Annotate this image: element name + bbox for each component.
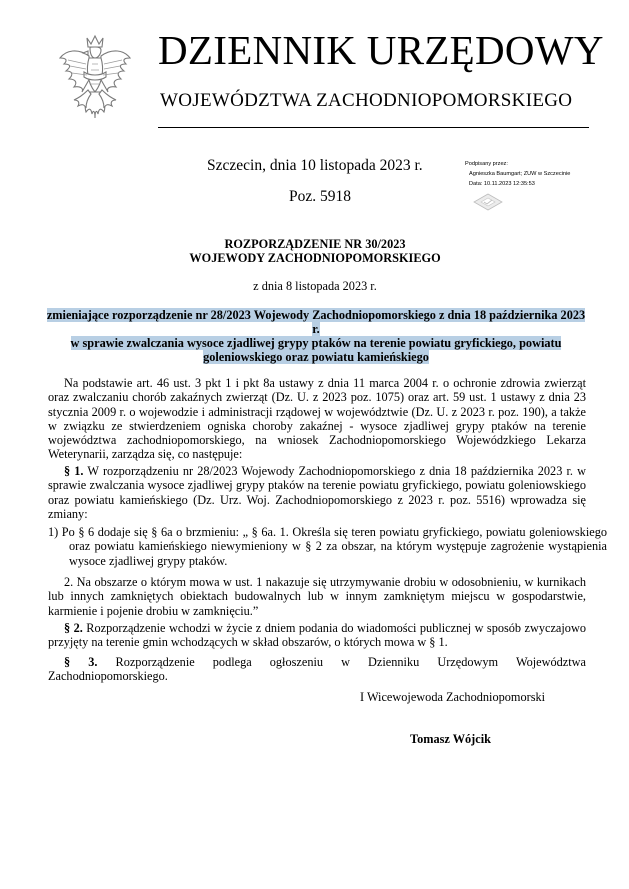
act-subject-line: w sprawie zwalczania wysoce zjadliwej grypy ptaków na terenie powiatu gryfickiego, powiatu [70,336,562,350]
signature-verification-icon [466,193,510,211]
section-1-paragraph [48,464,586,521]
section-3-paragraph [48,655,586,684]
preamble-paragraph: Na podstawie art. 46 ust. 3 pkt 1 i pkt 8a ustawy z dnia 11 marca 2004 r. o ochronie zdrowia zwierząt oraz zwalczaniu chorób zakaźnych zwierząt (Dz. U. z 2023 poz. 1075) oraz art. 59 ust. 1 ustawy z dnia 23 stycznia 2009 r. o wojewodzie i administracji rządowej w województwie (Dz. U. z 2023 r. poz. 190), a także w związku ze stwierdzeniem ogniska choroby zakaźnej - wysoce zjadliwej grypy ptaków na terenie województwa zachodniopomorskiego, na wniosek Zachodniopomorskiego Wojewódzkiego Lekarza Weterynarii, zarządza się, co następuje: [48,376,586,462]
act-title [40,237,590,265]
digital-signature-box [465,159,570,189]
signer-name: Tomasz Wójcik [410,732,491,746]
journal-title: DZIENNIK URZĘDOWY [158,27,604,73]
act-date: z dnia 8 listopada 2023 r. [253,279,377,293]
section-2-label: § 2. [64,621,83,635]
signature-line-date: Data: 10.11.2023 12:35:53 [469,181,535,187]
amendment-item-1-paragraph-2: 2. Na obszarze o którym mowa w ust. 1 nakazuje się utrzymywanie drobiu w odosobnieniu, w kurnikach lub innych zamkniętych obiektach budowalnych lub w innym zamkniętym miejscu w gospodarstwie, karmienie i pojenie drobiu w zamknięciu.” [48,575,586,618]
section-2-text: Rozporządzenie wchodzi w życie z dniem podania do wiadomości publicznej w sposób zwyczajowo przyjęty na terenie gmin wchodzących w skład obszarów, o których mowa w § 1. [48,621,586,650]
act-subject-line: goleniowskiego oraz powiatu kamieńskiego [203,350,429,364]
polish-eagle-emblem-icon [56,34,134,134]
act-title-line: ROZPORZĄDZENIE NR 30/2023 [224,237,406,251]
place-and-date: Szczecin, dnia 10 listopada 2023 r. [207,157,423,174]
section-3-text: Rozporządzenie podlega ogłoszeniu w Dzienniku Urzędowym Województwa Zachodniopomorskiego. [48,655,586,684]
amendment-item-1: 1) Po § 6 dodaje się § 6a o brzmieniu: „ § 6a. 1. Określa się teren powiatu gryfickiego, powiatu goleniowskiego oraz powiatu kamieńskiego niewymieniony w § 2 za obszar, na którym występuje zagrożenie wystąpienia wysoce zjadliwej grypy ptaków. [48,525,607,568]
section-2-paragraph [48,621,586,650]
section-1-label: § 1. [64,464,84,478]
act-subject [46,308,586,364]
header-divider [158,127,589,128]
section-3-label: § 3. [64,655,98,669]
position-number: Poz. 5918 [289,188,351,205]
act-subject-line: zmieniające rozporządzenie nr 28/2023 Wojewody Zachodniopomorskiego z dnia 18 października 2023 r. [46,308,586,336]
act-issuer-line: WOJEWODY ZACHODNIOPOMORSKIEGO [189,251,441,265]
signature-line-signer: Agnieszka Baumgart; ZUW w Szczecinie [469,171,571,177]
signature-line-signed-by: Podpisany przez: [465,161,508,167]
section-1-text: W rozporządzeniu nr 28/2023 Wojewody Zachodniopomorskiego z dnia 18 października 2023 r. w sprawie zwalczania wysoce zjadliwej grypy ptaków na terenie powiatu gryfickiego, powiatu goleniowskiego oraz powiatu kamieńskiego (Dz. Urz. Woj. Zachodniopomorskiego z 2023 r. poz. 5516) wprowadza się zmiany: [48,464,586,521]
journal-subtitle: WOJEWÓDZTWA ZACHODNIOPOMORSKIEGO [160,90,573,111]
signer-role: I Wicewojewoda Zachodniopomorski [360,690,546,704]
